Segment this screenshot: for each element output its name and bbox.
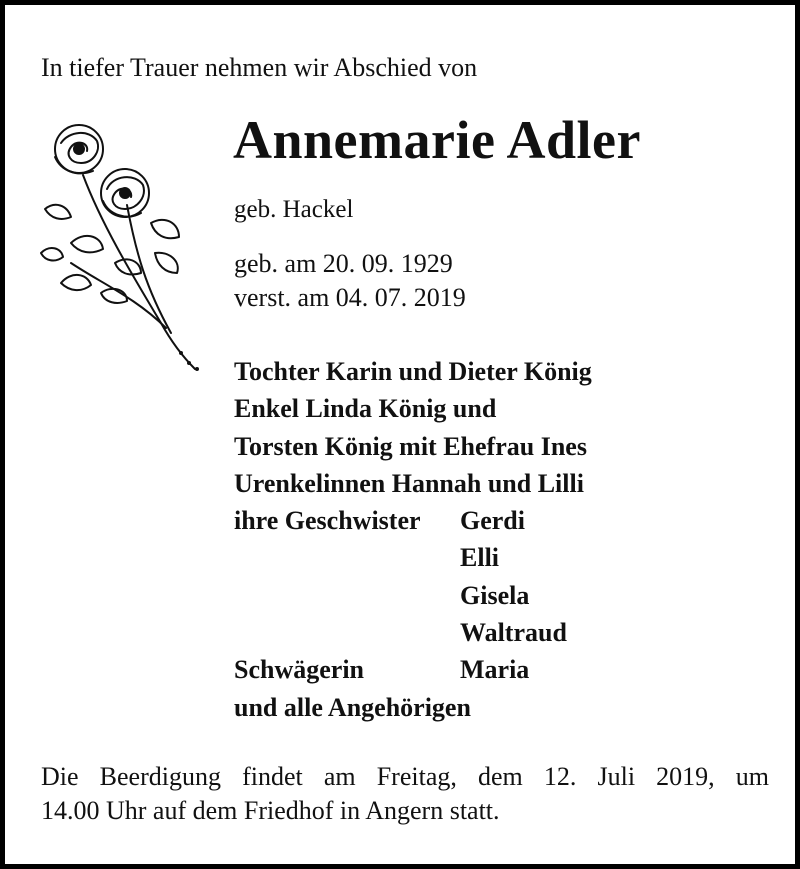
funeral-line-1: Die Beerdigung findet am Freitag, dem 12. Juli 2019, um <box>41 762 769 791</box>
mourner-line <box>234 428 592 465</box>
mourner-name: Enkel Linda König und <box>234 394 497 424</box>
mourner-name: Schwägerin <box>234 655 364 685</box>
death-date: verst. am 04. 07. 2019 <box>234 283 466 312</box>
mourner-line <box>234 614 592 651</box>
birth-name: geb. Hackel <box>234 196 354 223</box>
mourner-name-secondary: Waltraud <box>460 618 567 648</box>
mourner-line <box>234 353 592 390</box>
mourner-name-secondary: Gisela <box>460 580 530 610</box>
mourner-line <box>234 651 592 688</box>
mourner-line <box>234 577 592 614</box>
birth-date: geb. am 20. 09. 1929 <box>234 249 453 278</box>
mourner-name: und alle Angehörigen <box>234 692 471 722</box>
mourner-line <box>234 390 592 427</box>
mourner-line <box>234 539 592 576</box>
funeral-line-2: 14.00 Uhr auf dem Friedhof in Angern statt. <box>41 796 500 825</box>
mourner-name-secondary: Gerdi <box>460 506 525 536</box>
mourner-name: Tochter Karin und Dieter König <box>234 357 592 386</box>
mourner-line <box>234 689 592 726</box>
deceased-name: Annemarie Adler <box>233 110 641 170</box>
mourners-list <box>234 353 592 726</box>
mourner-name: Urenkelinnen Hannah und Lilli <box>234 468 584 498</box>
intro-text: In tiefer Trauer nehmen wir Abschied von <box>41 53 478 82</box>
mourner-name-secondary: Elli <box>460 543 500 573</box>
mourner-name: Torsten König mit Ehefrau Ines <box>234 431 587 461</box>
funeral-details <box>41 760 769 828</box>
mourner-line <box>234 465 592 502</box>
mourner-name: ihre Geschwister <box>234 506 421 536</box>
mourner-name-secondary: Maria <box>460 655 530 685</box>
roses-illustration <box>31 113 211 375</box>
mourner-line <box>234 502 592 539</box>
